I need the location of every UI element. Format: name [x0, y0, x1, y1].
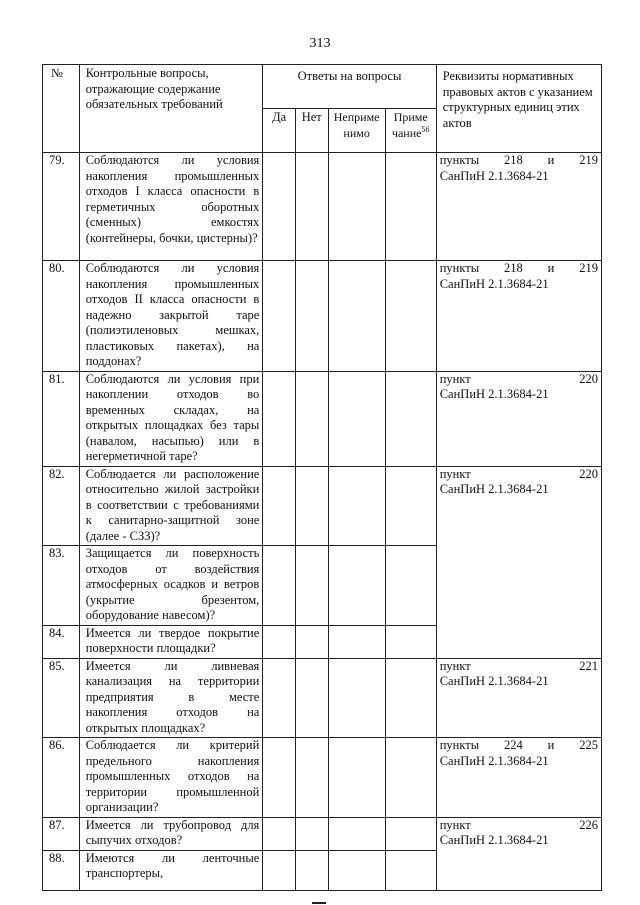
- checklist-table: [42, 64, 602, 891]
- reference-line-2: СанПиН 2.1.3684-21: [439, 833, 549, 847]
- answer-na-cell[interactable]: [328, 625, 385, 658]
- answer-note-cell[interactable]: [385, 658, 436, 738]
- answer-na-cell[interactable]: [328, 466, 385, 546]
- answer-yes-cell[interactable]: [263, 738, 296, 818]
- table-row: [43, 153, 602, 261]
- legal-reference: [436, 738, 601, 818]
- reference-line-1: пункты 218 и 219: [439, 153, 598, 167]
- reference-line-1: пункт 226: [439, 817, 598, 832]
- answer-na-cell[interactable]: [328, 817, 385, 850]
- header-number: №: [43, 65, 80, 153]
- table-row: [43, 658, 602, 738]
- answer-na-cell[interactable]: [328, 738, 385, 818]
- page-break-mark: [312, 902, 326, 904]
- answer-note-cell[interactable]: [385, 625, 436, 658]
- answer-note-cell[interactable]: [385, 466, 436, 546]
- reference-line-2: СанПиН 2.1.3684-21: [439, 276, 549, 291]
- reference-line-2: СанПиН 2.1.3684-21: [439, 753, 549, 768]
- legal-reference: [436, 658, 601, 738]
- control-question: Имеется ли трубопровод для сыпучих отходов?: [79, 817, 263, 850]
- answer-yes-cell[interactable]: [263, 546, 296, 626]
- answer-na-cell[interactable]: [328, 153, 385, 261]
- answer-yes-cell[interactable]: [263, 466, 296, 546]
- answer-yes-cell[interactable]: [263, 371, 296, 466]
- row-number: 82.: [43, 466, 80, 546]
- control-question: Соблюдается ли критерий предельного накопления промышленных отходов на территории промышленной организации?: [79, 738, 263, 818]
- row-number: 83.: [43, 546, 80, 626]
- table-row: [43, 261, 602, 372]
- row-number: 86.: [43, 738, 80, 818]
- legal-reference: [436, 625, 601, 658]
- table-row: [43, 738, 602, 818]
- control-question: Защищается ли поверхность отходов от воздействия атмосферных осадков и ветров (укрытие брезентом, оборудование навесом)?: [79, 546, 263, 626]
- header-note: Приме чание$^{56}$: [385, 109, 436, 153]
- control-question: Соблюдаются ли условия накопления промышленных отходов II класса опасности в надежно закрытой таре (полиэтиленовых мешках, пластиковых пакетах), на поддонах?: [79, 261, 263, 372]
- answer-note-cell[interactable]: [385, 817, 436, 850]
- answer-no-cell[interactable]: [295, 817, 328, 850]
- answer-no-cell[interactable]: [295, 371, 328, 466]
- control-question: Соблюдается ли расположение относительно жилой застройки в соответствии с требованиями к санитарно-защитной зоне (далее - СЗЗ)?: [79, 466, 263, 546]
- answer-no-cell[interactable]: [295, 625, 328, 658]
- control-question: Имеется ли твердое покрытие поверхности площадки?: [79, 625, 263, 658]
- table-row: [43, 625, 602, 658]
- row-number: 80.: [43, 261, 80, 372]
- answer-yes-cell[interactable]: [263, 625, 296, 658]
- answer-yes-cell[interactable]: [263, 658, 296, 738]
- table-row: [43, 817, 602, 850]
- header-yes: Да: [263, 109, 296, 153]
- header-no: Нет: [295, 109, 328, 153]
- legal-reference: [436, 850, 601, 890]
- reference-line-2: СанПиН 2.1.3684-21: [439, 482, 549, 496]
- row-number: 87.: [43, 817, 80, 850]
- answer-note-cell[interactable]: [385, 850, 436, 890]
- row-number: 84.: [43, 625, 80, 658]
- answer-yes-cell[interactable]: [263, 261, 296, 372]
- answer-no-cell[interactable]: [295, 153, 328, 261]
- answer-no-cell[interactable]: [295, 546, 328, 626]
- legal-reference: [436, 546, 601, 626]
- reference-line-1: пункт 220: [439, 371, 598, 386]
- table-row: [43, 371, 602, 466]
- table-row: [43, 546, 602, 626]
- answer-note-cell[interactable]: [385, 371, 436, 466]
- header-not-applicable: Неприме нимо: [328, 109, 385, 153]
- header-questions: Контрольные вопросы, отражающие содержание обязательных требований: [79, 65, 263, 153]
- answer-na-cell[interactable]: [328, 850, 385, 890]
- answer-na-cell[interactable]: [328, 546, 385, 626]
- table-row: [43, 850, 602, 890]
- answer-no-cell[interactable]: [295, 658, 328, 738]
- row-number: 79.: [43, 153, 80, 261]
- answer-note-cell[interactable]: [385, 738, 436, 818]
- answer-note-cell[interactable]: [385, 261, 436, 372]
- header-references: Реквизиты нормативных правовых актов с указанием структурных единиц этих актов: [436, 65, 601, 153]
- answer-yes-cell[interactable]: [263, 817, 296, 850]
- reference-line-2: СанПиН 2.1.3684-21: [439, 387, 549, 401]
- legal-reference: [436, 153, 601, 261]
- reference-line-1: пункты 218 и 219: [439, 261, 598, 275]
- answer-no-cell[interactable]: [295, 261, 328, 372]
- legal-reference: [436, 466, 601, 546]
- table-row: [43, 466, 602, 546]
- answer-no-cell[interactable]: [295, 850, 328, 890]
- answer-yes-cell[interactable]: [263, 153, 296, 261]
- row-number: 81.: [43, 371, 80, 466]
- control-question: Имеется ли ливневая канализация на территории предприятия в месте накопления отходов на открытых площадках?: [79, 658, 263, 738]
- answer-note-cell[interactable]: [385, 153, 436, 261]
- reference-line-2: СанПиН 2.1.3684-21: [439, 674, 549, 688]
- control-question: Соблюдаются ли условия при накоплении отходов во временных складах, на открытых площадках без тары (навалом, насыпью) или в негерметичной таре?: [79, 371, 263, 466]
- answer-no-cell[interactable]: [295, 738, 328, 818]
- answer-na-cell[interactable]: [328, 261, 385, 372]
- answer-no-cell[interactable]: [295, 466, 328, 546]
- control-question: Имеются ли ленточные транспортеры,: [79, 850, 263, 890]
- reference-line-1: пункт 221: [439, 658, 598, 673]
- answer-na-cell[interactable]: [328, 658, 385, 738]
- legal-reference: [436, 261, 601, 372]
- row-number: 88.: [43, 850, 80, 890]
- answer-note-cell[interactable]: [385, 546, 436, 626]
- reference-line-2: СанПиН 2.1.3684-21: [439, 168, 549, 183]
- control-question: Соблюдаются ли условия накопления промышленных отходов I класса опасности в герметичных оборотных (сменных) емкостях (контейнеры, бочки, цистерны)?: [79, 153, 263, 261]
- reference-line-1: пункты 224 и 225: [439, 738, 598, 752]
- answer-na-cell[interactable]: [328, 371, 385, 466]
- answer-yes-cell[interactable]: [263, 850, 296, 890]
- page-number: 313: [309, 36, 331, 51]
- legal-reference: [436, 371, 601, 466]
- header-answers: Ответы на вопросы: [263, 65, 436, 109]
- legal-reference: [436, 817, 601, 850]
- row-number: 85.: [43, 658, 80, 738]
- reference-line-1: пункт 220: [439, 466, 598, 481]
